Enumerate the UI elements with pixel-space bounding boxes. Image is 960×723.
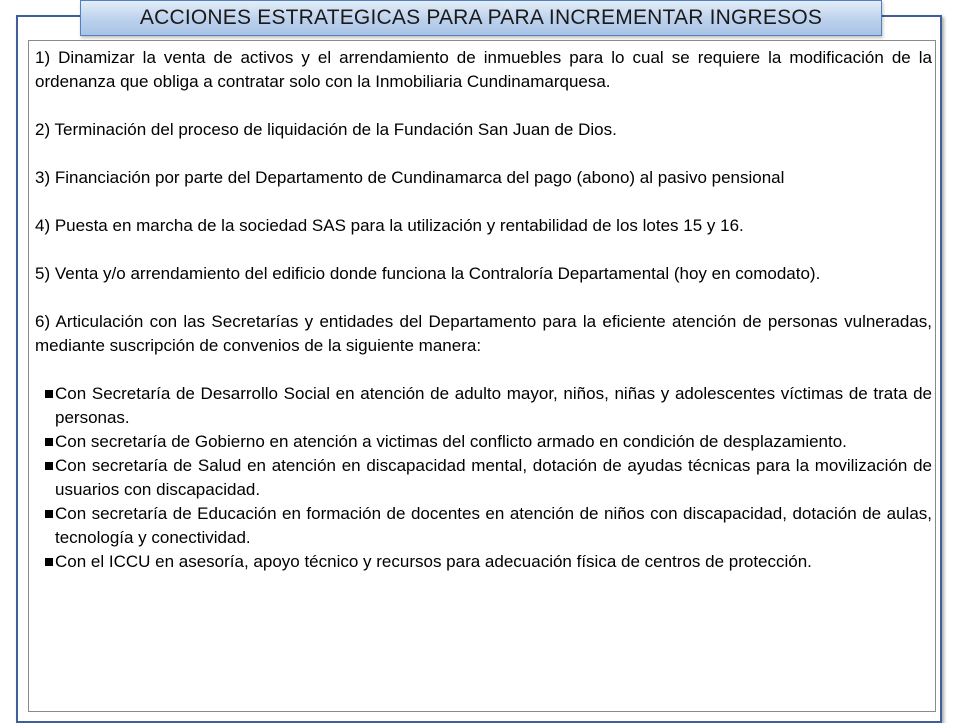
bullet-item (35, 430, 932, 454)
paragraph-4: 4) Puesta en marcha de la sociedad SAS para la utilización y rentabilidad de los lotes 15 y 16. (35, 216, 744, 235)
paragraph-1: 1) Dinamizar la venta de activos y el arrendamiento de inmuebles para lo cual se requiere la modificación de la ordenanza que obliga a contratar solo con la Inmobiliaria Cundinamarquesa. (35, 48, 932, 91)
bullet-item (35, 454, 932, 502)
square-bullet-icon (45, 510, 53, 518)
bullet-item (35, 550, 932, 574)
paragraph-5: 5) Venta y/o arrendamiento del edificio donde funciona la Contraloría Departamental (hoy en comodato). (35, 264, 821, 283)
square-bullet-icon (45, 390, 53, 398)
paragraph-2: 2) Terminación del proceso de liquidación de la Fundación San Juan de Dios. (35, 120, 617, 139)
paragraph-3: 3) Financiación por parte del Departamento de Cundinamarca del pago (abono) al pasivo pensional (35, 168, 785, 187)
title-banner (80, 0, 882, 36)
square-bullet-icon (45, 462, 53, 470)
square-bullet-icon (45, 438, 53, 446)
bullet-item (35, 502, 932, 550)
bullet-item (35, 382, 932, 430)
bullet-text: Con secretaría de Gobierno en atención a victimas del conflicto armado en condición de desplazamiento. (55, 432, 847, 451)
bullet-text: Con secretaría de Educación en formación de docentes en atención de niños con discapacidad, dotación de aulas, tecnología y conectividad. (55, 504, 932, 547)
square-bullet-icon (45, 558, 53, 566)
paragraph-6: 6) Articulación con las Secretarías y entidades del Departamento para la eficiente atención de personas vulneradas, mediante suscripción de convenios de la siguiente manera: (35, 312, 932, 355)
bullet-text: Con el ICCU en asesoría, apoyo técnico y recursos para adecuación física de centros de protección. (55, 552, 812, 571)
bullet-text: Con secretaría de Salud en atención en discapacidad mental, dotación de ayudas técnicas para la movilización de usuarios con discapacidad. (55, 456, 932, 499)
slide-title: ACCIONES ESTRATEGICAS PARA PARA INCREMENTAR INGRESOS (139, 6, 823, 29)
bullet-text: Con Secretaría de Desarrollo Social en atención de adulto mayor, niños, niñas y adolescentes víctimas de trata de personas. (55, 384, 932, 427)
content-box (28, 40, 936, 712)
bullet-list (35, 382, 932, 574)
